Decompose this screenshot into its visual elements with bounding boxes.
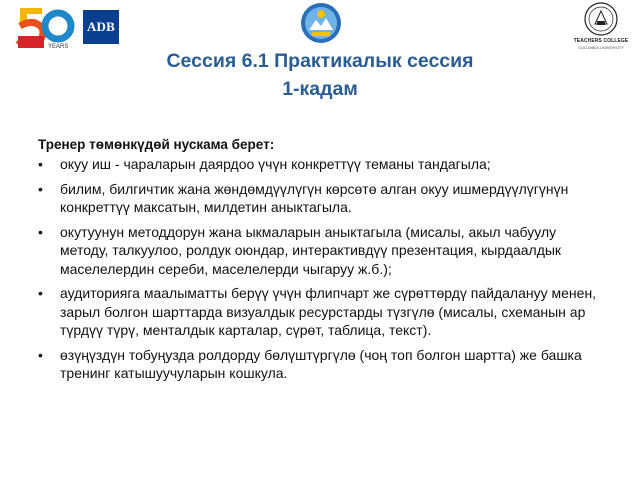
list-item-text: аудиторияга маалыматты берүү үчүн флипчарт же сүрөттөрдү пайдалануу менен, зарыл болгон шарттарда визуалдык ресурстарды түзгүлө (мисалы, схеманын ар түрдүү түрү, менталдык карталар, сүрөт, таблица, текст).: [60, 285, 597, 338]
teachers-college-logo: [569, 2, 633, 54]
bullet-icon: •: [38, 346, 43, 363]
list-item: [38, 180, 598, 217]
adb-logo-text: ADB: [86, 19, 116, 34]
bullet-icon: •: [38, 180, 43, 197]
list-item: [38, 284, 598, 340]
list-item: [38, 346, 598, 383]
list-item-text: окутуунун методдорун жана ыкмаларын аныктагыла (мисалы, акыл чабуулу методу, талкуулоо, ролдук оюндар, интерактивдүү презентация, кырдаалдык маселелердин сереби, маселелерди чыгаруу ж.б.);: [60, 223, 562, 277]
anniversary-logo: [14, 4, 76, 50]
bullet-icon: •: [38, 223, 43, 240]
logo-50-text: YEARS: [48, 44, 69, 50]
bullet-icon: •: [38, 285, 43, 301]
tc-logo-subtitle: COLUMBIA UNIVERSITY: [578, 45, 624, 50]
slide-subtitle: 1-кадам: [282, 78, 358, 100]
intro-text: Тренер төмөнкүдөй нускама берет:: [38, 137, 275, 152]
adb-logo: [83, 10, 119, 44]
list-item-text: өзүңүздүн тобуңузда ролдорду бөлүштүргүлө (чоң топ болгон шартта) же башка тренинг катышуучуларын кошкула.: [60, 346, 582, 381]
tc-logo-name: TEACHERS COLLEGE: [573, 38, 629, 44]
college-seal-icon: [584, 2, 618, 36]
list-item: [38, 223, 598, 279]
bullet-icon: •: [38, 156, 43, 172]
list-item-text: билим, билгичтик жана жөндөмдүүлүгүн көрсөтө алган окуу ишмердүүлүгүнүн конкреттүү максатын, милдетин аныктагыла.: [60, 180, 569, 215]
national-emblem-icon: [300, 2, 342, 44]
slide-title: Сессия 6.1 Практикалык сессия: [166, 50, 474, 72]
list-item: [38, 155, 598, 174]
bullet-list: [38, 155, 598, 389]
list-item-text: окуу иш - чараларын даярдоо үчүн конкреттүү теманы тандагыла;: [60, 156, 491, 172]
